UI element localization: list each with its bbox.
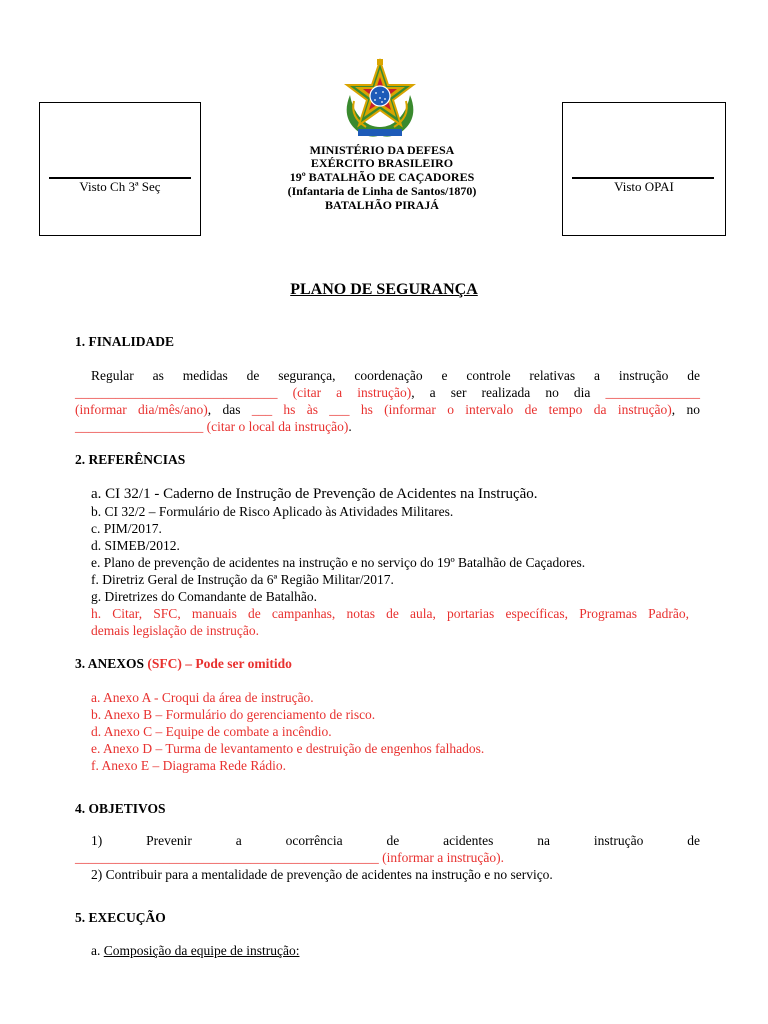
org-line-piraja: BATALHÃO PIRAJÁ xyxy=(325,198,439,212)
right-stamp-label: Visto OPAI xyxy=(614,179,674,194)
section-1-heading: 1. FINALIDADE xyxy=(75,334,175,349)
reference-item-d: d. SIMEB/2012. xyxy=(91,538,180,553)
objective-2: 2) Contribuir para a mentalidade de prevenção de acidentes na instrução e no serviço. xyxy=(91,867,553,882)
s1-line-2: ______________________________ (citar a instrução), a ser realizada no dia ______________ xyxy=(75,385,701,400)
execution-item-a-label: Composição da equipe de instrução: xyxy=(103,943,300,958)
org-line-ministry: MINISTÉRIO DA DEFESA xyxy=(309,143,455,157)
section-5-heading: 5. EXECUÇÃO xyxy=(75,910,166,925)
annex-item-b: b. Anexo B – Formulário do gerenciamento de risco. xyxy=(91,707,376,722)
coat-of-arms-icon xyxy=(337,58,423,140)
execution-item-a: a. Composição da equipe de instrução: xyxy=(91,943,300,958)
s1-line-4: ___________________ (citar o local da instrução). xyxy=(75,419,352,434)
annex-item-c: d. Anexo C – Equipe de combate a incêndio. xyxy=(91,724,332,739)
objective-1-line-1: 1) Prevenir a ocorrência de acidentes na instrução de xyxy=(91,833,700,848)
section-2-heading: 2. REFERÊNCIAS xyxy=(75,452,186,467)
org-line-infantry: (Infantaria de Linha de Santos/1870) xyxy=(287,184,477,198)
reference-item-c: c. PIM/2017. xyxy=(91,521,162,536)
s1-line-3: (informar dia/mês/ano), das ___ hs às ___ hs (informar o intervalo de tempo da instrução), no xyxy=(75,402,700,417)
section-3-heading: 3. ANEXOS (SFC) – Pode ser omitido xyxy=(75,656,292,671)
annex-item-a: a. Anexo A - Croqui da área de instrução. xyxy=(91,690,314,705)
reference-item-f: f. Diretriz Geral de Instrução da 6ª Região Militar/2017. xyxy=(91,572,394,587)
section-4-heading: 4. OBJETIVOS xyxy=(75,801,166,816)
reference-item-e: e. Plano de prevenção de acidentes na instrução e no serviço do 19º Batalhão de Caçadores. xyxy=(91,555,586,570)
annex-item-d: e. Anexo D – Turma de levantamento e destruição de engenhos falhados. xyxy=(91,741,485,756)
right-stamp-box xyxy=(562,102,726,236)
reference-item-h-line-2: demais legislação de instrução. xyxy=(91,623,259,638)
org-line-battalion: 19º BATALHÃO DE CAÇADORES xyxy=(289,170,475,184)
left-stamp-label: Visto Ch 3ª Seç xyxy=(79,179,161,194)
s1-line-1: Regular as medidas de segurança, coordenação e controle relativas a instrução de xyxy=(91,368,700,383)
reference-item-a: a. CI 32/1 - Caderno de Instrução de Prevenção de Acidentes na Instrução. xyxy=(91,486,538,502)
left-stamp-box xyxy=(39,102,201,236)
org-line-army: EXÉRCITO BRASILEIRO xyxy=(310,156,454,170)
reference-item-b: b. CI 32/2 – Formulário de Risco Aplicado às Atividades Militares. xyxy=(91,504,454,519)
objective-1-line-2: _____________________________________________ (informar a instrução). xyxy=(75,850,504,865)
page-title: PLANO DE SEGURANÇA xyxy=(290,281,478,298)
reference-item-g: g. Diretrizes do Comandante de Batalhão. xyxy=(91,589,318,604)
section-3-heading-note: (SFC) – Pode ser omitido xyxy=(147,656,292,671)
reference-item-h-line-1: h. Citar, SFC, manuais de campanhas, notas de aula, portarias específicas, Programas Padrão, xyxy=(91,606,689,621)
annex-item-e: f. Anexo E – Diagrama Rede Rádio. xyxy=(91,758,286,773)
